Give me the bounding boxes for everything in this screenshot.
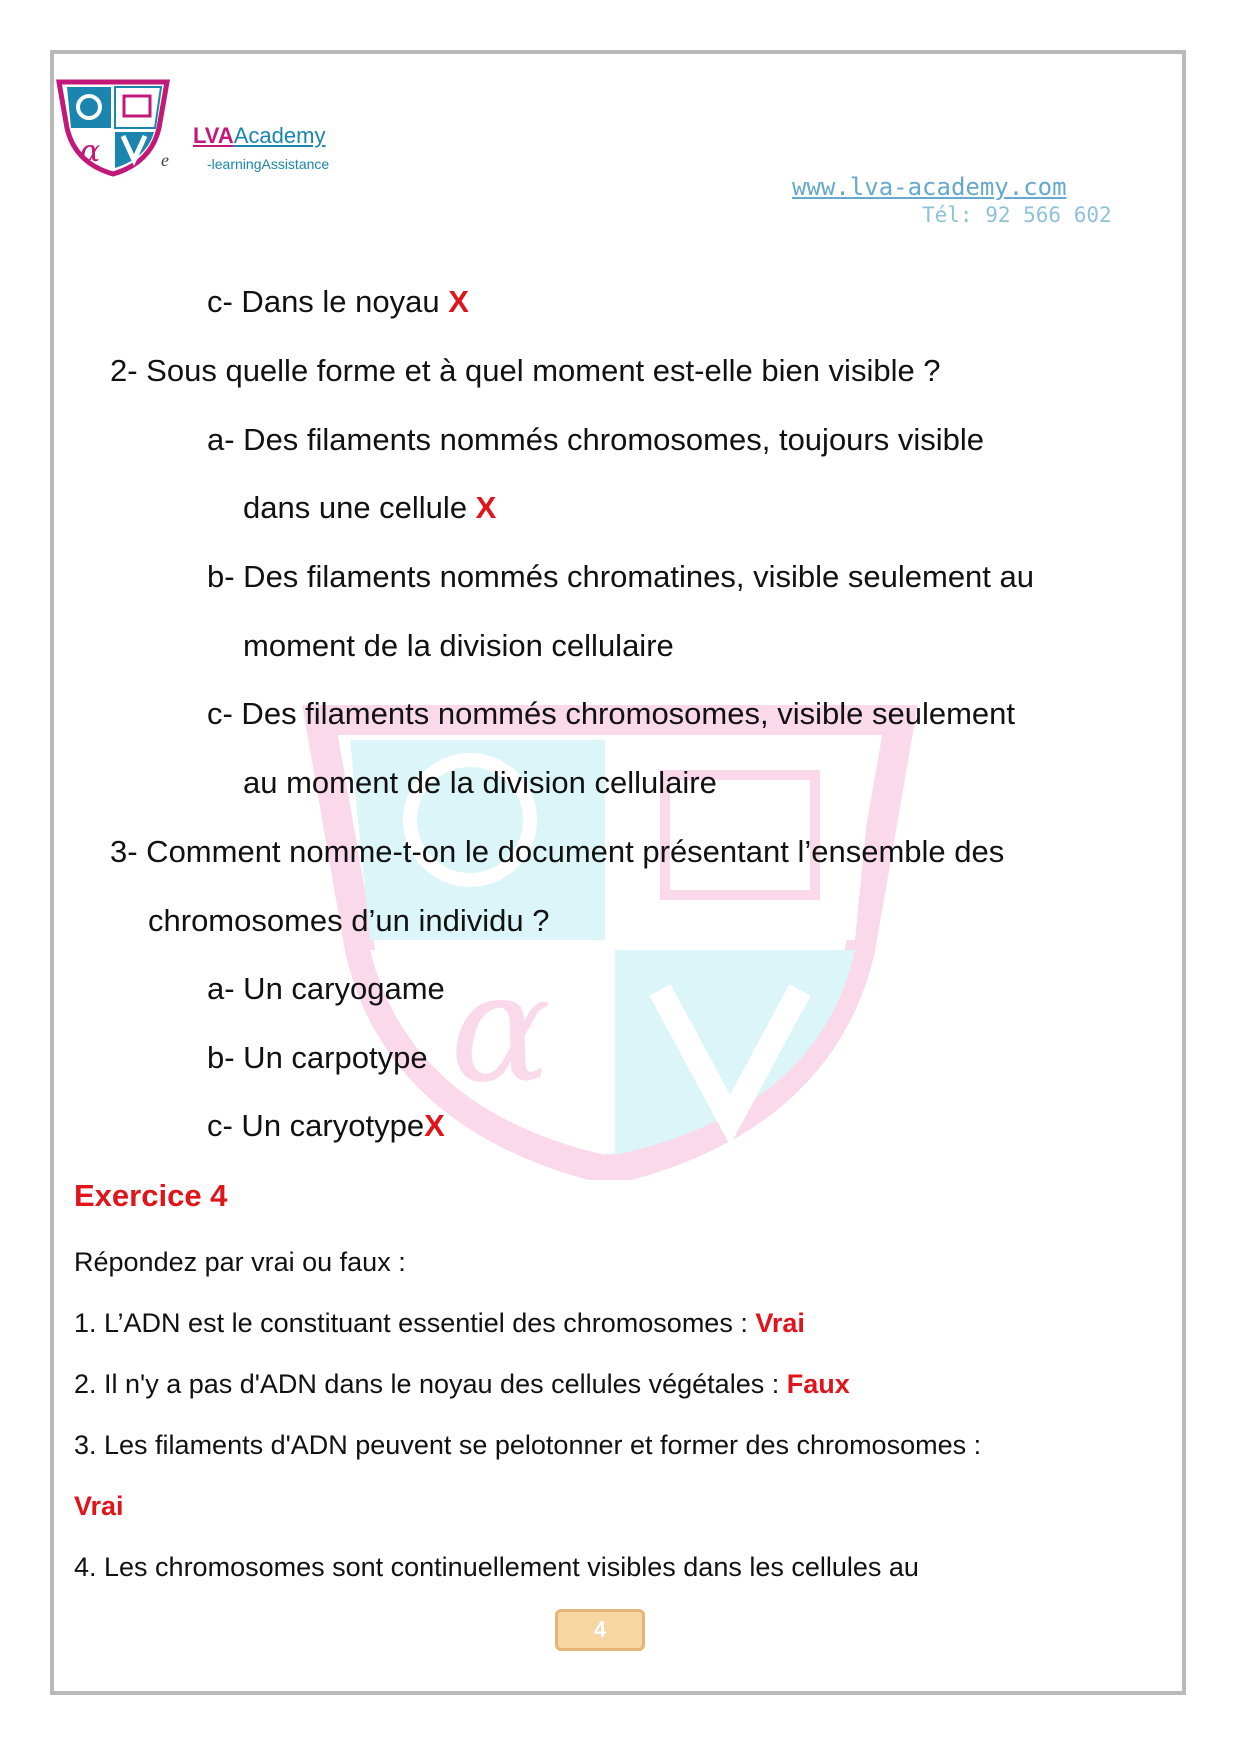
exercise4-item-2: [74, 1369, 850, 1400]
exercise4-item-2-text: 2. Il n'y a pas d'ADN dans le noyau des cellules végétales :: [74, 1369, 787, 1399]
exercise4-item-1-answer: Vrai: [755, 1308, 805, 1338]
exercise4-item-2-answer: Faux: [786, 1369, 850, 1399]
q3-question-line2: chromosomes d’un individu ?: [148, 903, 550, 938]
svg-text:α: α: [450, 942, 552, 1116]
lva-academy-logo-icon: [55, 78, 175, 178]
svg-text:α: α: [80, 134, 101, 169]
exercise4-item-3-answer: Vrai: [74, 1491, 124, 1521]
q2-question: 2- Sous quelle forme et à quel moment est-elle bien visible ?: [110, 353, 941, 388]
exercise4-title: Exercice 4: [74, 1178, 228, 1213]
q2-option-a-line2-text: dans une cellule: [243, 490, 476, 525]
exercise4-item-3: 3. Les filaments d'ADN peuvent se pelotonner et former des chromosomes :: [74, 1430, 982, 1460]
q2-option-a-line2: [243, 490, 496, 526]
brand-name: [193, 123, 325, 149]
answer-mark: X: [448, 284, 469, 319]
q1-option-c-text: c- Dans le noyau: [207, 284, 449, 319]
answer-mark: X: [424, 1108, 445, 1143]
q2-option-c-line1: c- Des filaments nommés chromosomes, visible seulement: [207, 696, 1015, 731]
q3-option-c-text: c- Un caryotype: [207, 1108, 425, 1143]
brand-tagline: -learningAssistance: [207, 156, 330, 172]
q3-option-a: a- Un caryogame: [207, 971, 445, 1006]
page-number: 4: [555, 1609, 645, 1651]
q2-option-b-line2: moment de la division cellulaire: [243, 628, 674, 663]
q2-option-c-line2: au moment de la division cellulaire: [243, 765, 717, 800]
brand-lva: LVA: [193, 123, 234, 148]
q3-option-c: [207, 1108, 445, 1144]
q2-option-b-line1: b- Des filaments nommés chromatines, visible seulement au: [207, 559, 1035, 594]
exercise4-instruction: Répondez par vrai ou faux :: [74, 1247, 406, 1277]
q1-option-c: [207, 284, 469, 320]
exercise4-item-1: [74, 1308, 805, 1339]
q2-option-a-line1: a- Des filaments nommés chromosomes, toujours visible: [207, 422, 984, 457]
brand-academy: Academy: [233, 123, 326, 148]
q3-option-b: b- Un carpotype: [207, 1040, 428, 1075]
answer-mark: X: [475, 490, 497, 525]
website-link[interactable]: www.lva-academy.com: [792, 173, 1067, 201]
phone-number: Tél: 92 566 602: [922, 203, 1112, 227]
exercise4-item-1-text: 1. L’ADN est le constituant essentiel des chromosomes :: [74, 1308, 756, 1338]
exercise4-item-4: 4. Les chromosomes sont continuellement visibles dans les cellules au: [74, 1552, 919, 1582]
brand-e-mark: e: [161, 150, 169, 170]
q3-question-line1: 3- Comment nomme-t-on le document présentant l’ensemble des: [110, 834, 1005, 869]
